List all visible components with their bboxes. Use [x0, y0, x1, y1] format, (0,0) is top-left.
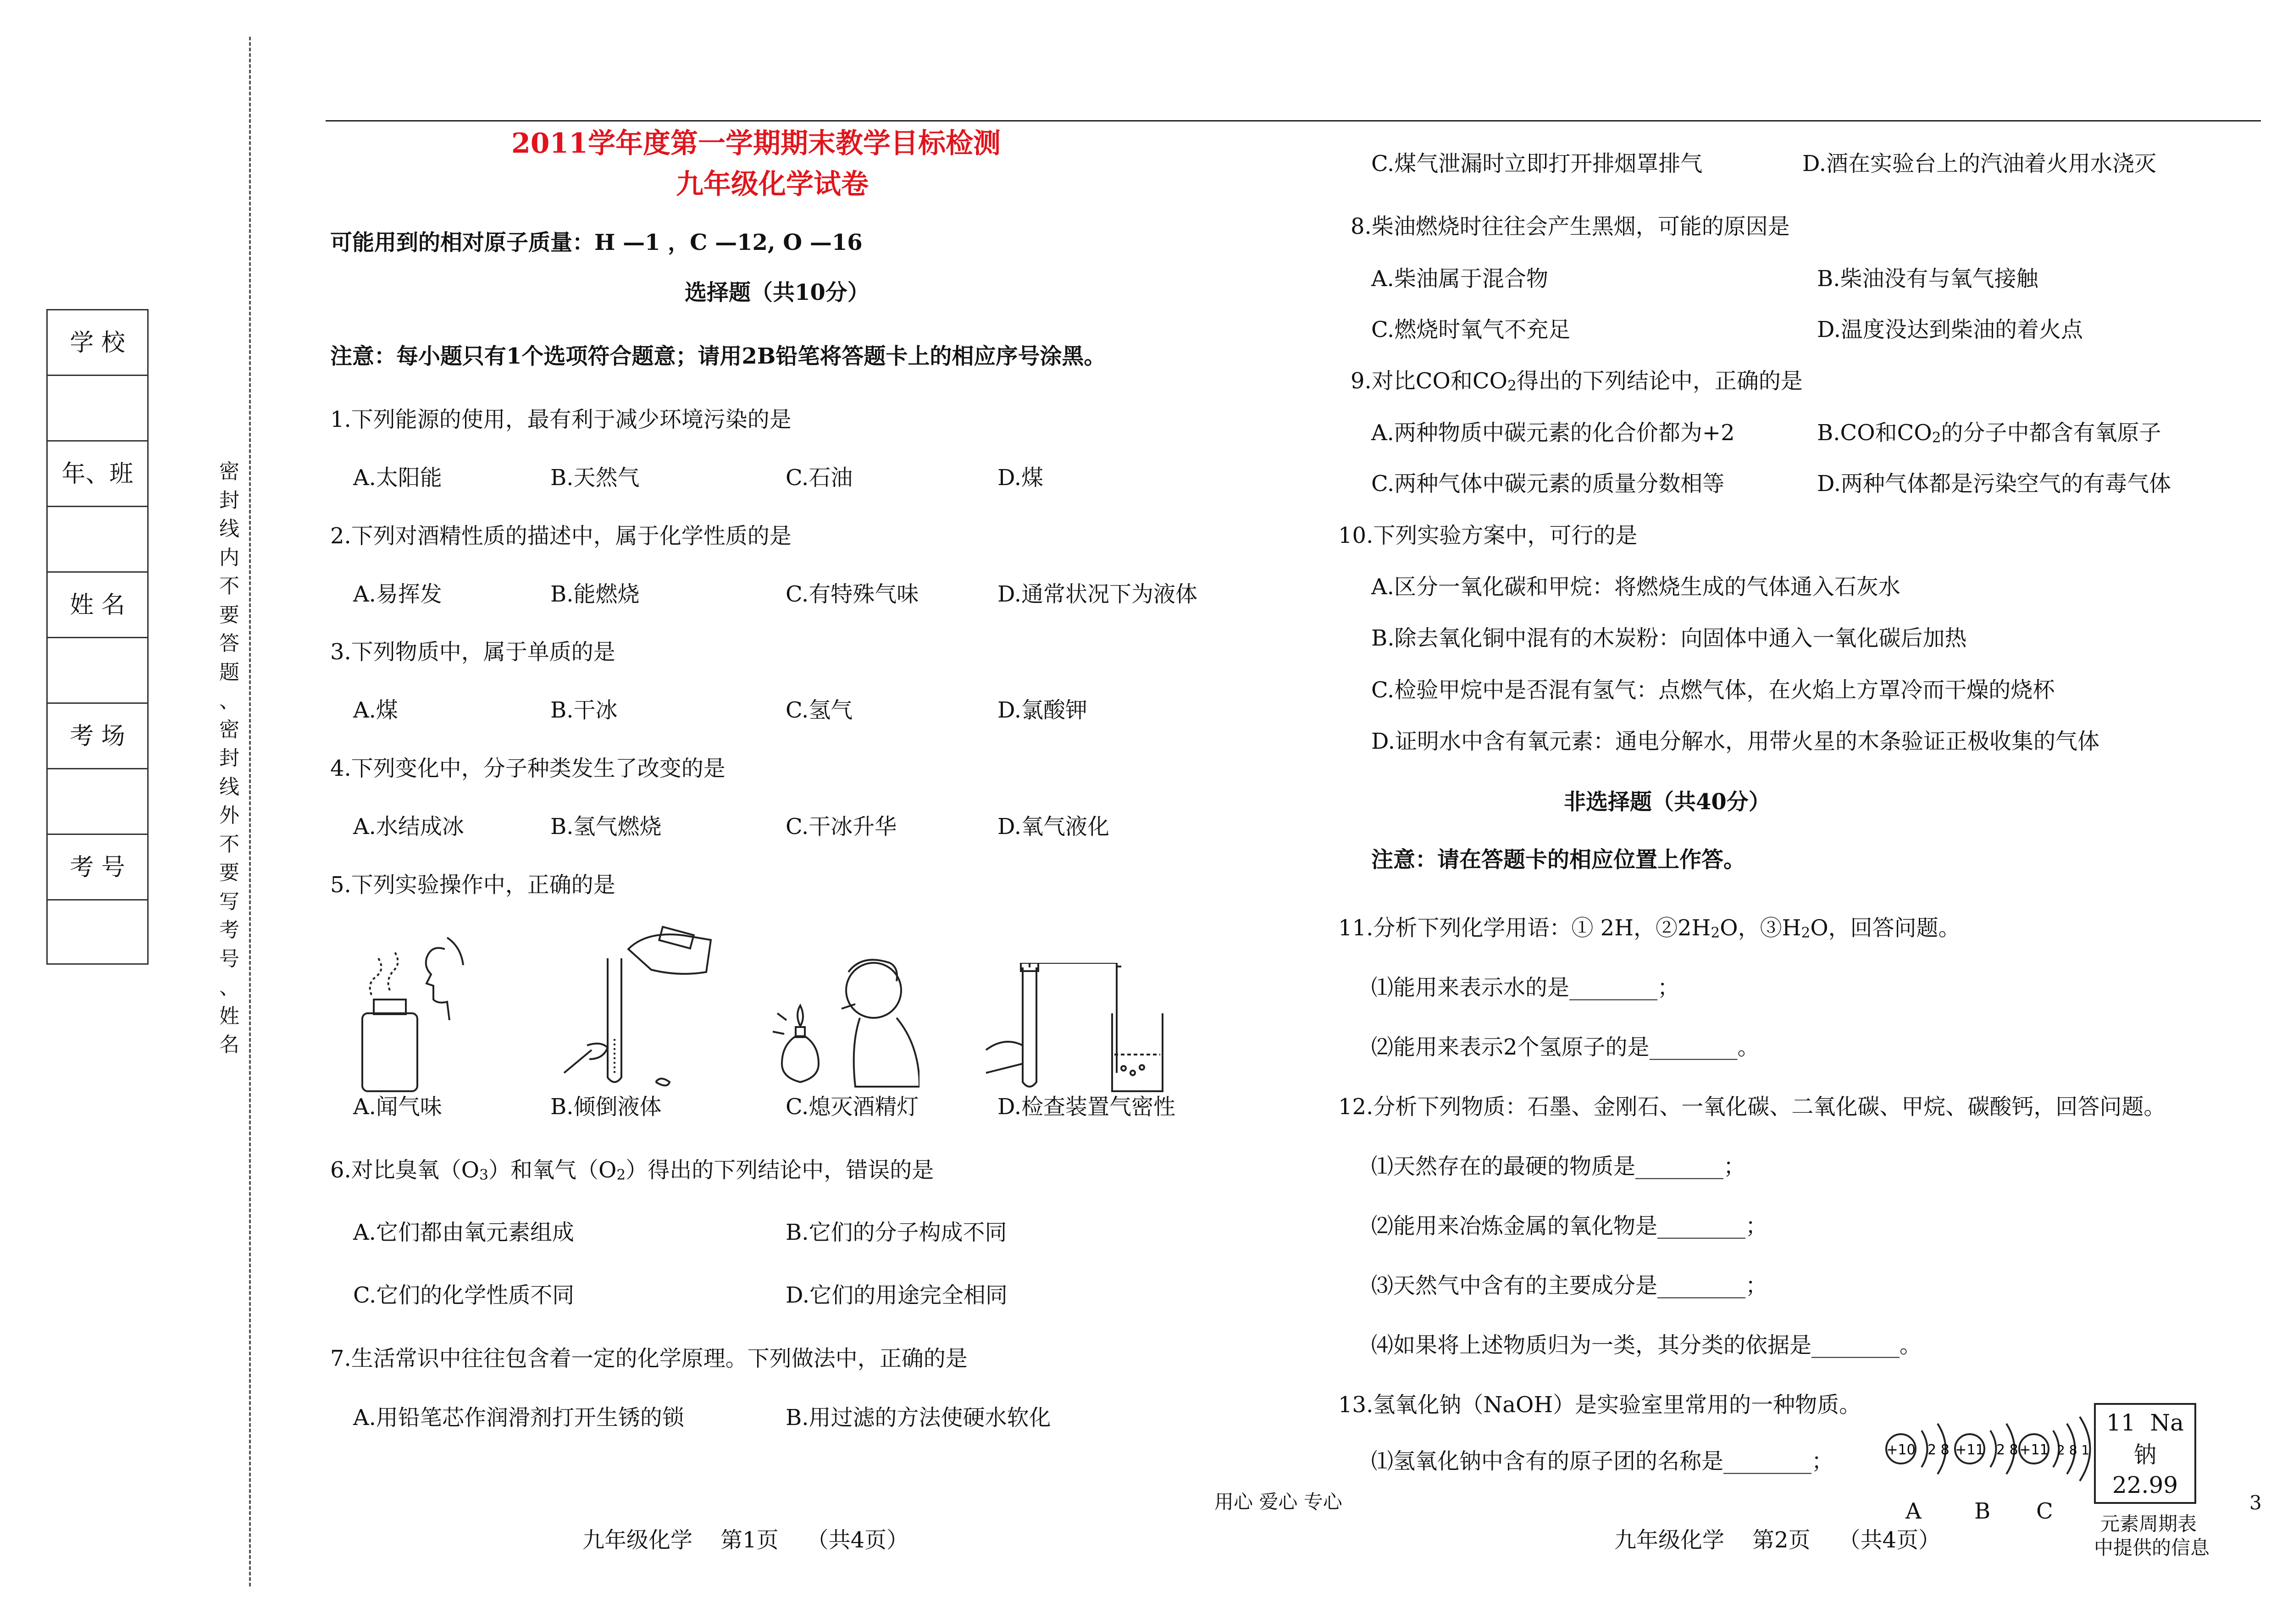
figure-smell-gas — [353, 931, 468, 1096]
seal-char: 名 — [219, 1033, 239, 1056]
q7-option-b[interactable]: B.用过滤的方法使硬水软化 — [786, 1405, 1051, 1431]
seal-char: 要 — [219, 861, 239, 884]
binding-fold-line — [249, 37, 251, 1586]
q8-option-c[interactable]: C.燃烧时氧气不充足 — [1371, 317, 1571, 342]
q5-option-d[interactable]: D.检查装置气密性 — [997, 1094, 1176, 1120]
q9-option-b[interactable]: B.CO和$CO_2$的分子中都含有氧原子 — [1817, 420, 2161, 446]
q6-option-b[interactable]: B.它们的分子构成不同 — [786, 1220, 1007, 1245]
ion-a-nucleus: +10 — [1886, 1442, 1916, 1458]
seal-notice — [216, 458, 243, 1060]
ion-label-b: B — [1974, 1498, 1991, 1524]
q8-stem: 8.柴油燃烧时往往会产生黑烟，可能的原因是 — [1351, 214, 1790, 239]
q4-option-b[interactable]: B.氢气燃烧 — [550, 814, 662, 840]
figure-pour-liquid — [559, 922, 725, 1096]
seal-char: 内 — [219, 546, 239, 569]
q3-option-d[interactable]: D.氯酸钾 — [997, 697, 1088, 723]
room-label: 考 场 — [70, 723, 125, 750]
section2-title: 非选择题（共40分） — [1564, 789, 1771, 815]
q10-option-c[interactable]: C.检验甲烷中是否混有氢气：点燃气体，在火焰上方罩冷而干燥的烧杯 — [1371, 677, 2055, 703]
seal-char: 封 — [219, 488, 239, 512]
seal-char: 不 — [219, 832, 239, 856]
q1-option-a[interactable]: A.太阳能 — [353, 465, 442, 491]
seal-char: 考 — [219, 918, 239, 942]
info-row-class-field[interactable] — [48, 507, 147, 573]
q12-sub3[interactable]: ⑶天然气中含有的主要成分是________； — [1371, 1273, 1768, 1298]
element-number-symbol: 11 Na — [2106, 1409, 2184, 1436]
q7-stem: 7.生活常识中往往包含着一定的化学原理。下列做法中，正确的是 — [330, 1346, 968, 1371]
seal-char: 、 — [219, 689, 239, 713]
figure-blow-lamp — [768, 954, 919, 1096]
exam-title-line1: 2011学年度第一学期期末教学目标检测 — [511, 127, 1001, 160]
q12-stem: 12.分析下列物质：石墨、金刚石、一氧化碳、二氧化碳、甲烷、碳酸钙，回答问题。 — [1338, 1094, 2166, 1120]
atomic-mass-note: 可能用到的相对原子质量：H —1 ，C —12, O —16 — [330, 230, 863, 255]
ion-a-shells: 2 8 — [1927, 1442, 1950, 1458]
q1-option-d[interactable]: D.煤 — [997, 465, 1044, 491]
q9-option-d[interactable]: D.两种气体都是污染空气的有毒气体 — [1817, 471, 2171, 497]
element-mass: 22.99 — [2112, 1472, 2178, 1498]
section2-note: 注意：请在答题卡的相应位置上作答。 — [1371, 847, 1746, 873]
seal-char: 不 — [219, 574, 239, 598]
q4-stem: 4.下列变化中，分子种类发生了改变的是 — [330, 756, 726, 781]
ion-diagram-c — [2011, 1410, 2094, 1488]
q4-option-a[interactable]: A.水结成冰 — [353, 814, 464, 840]
q8-option-b[interactable]: B.柴油没有与氧气接触 — [1817, 266, 2038, 292]
ion-label-c: C — [2036, 1498, 2053, 1524]
seal-char: 外 — [219, 804, 239, 827]
q5-option-b[interactable]: B.倾倒液体 — [550, 1094, 662, 1120]
q2-option-a[interactable]: A.易挥发 — [353, 581, 442, 607]
q9-stem: 9.对比CO和$CO_2$得出的下列结论中，正确的是 — [1351, 368, 1803, 394]
ion-c-shells: 2 8 1 — [2057, 1442, 2090, 1458]
q13-stem: 13.氢氧化钠（NaOH）是实验室里常用的一种物质。 — [1338, 1392, 1861, 1418]
q3-option-c[interactable]: C.氢气 — [786, 697, 853, 723]
q2-option-d[interactable]: D.通常状况下为液体 — [997, 581, 1198, 607]
q2-option-c[interactable]: C.有特殊气味 — [786, 581, 919, 607]
section1-note: 注意：每小题只有1个选项符合题意；请用2B铅笔将答题卡上的相应序号涂黑。 — [330, 343, 1106, 369]
q7-option-a[interactable]: A.用铅笔芯作润滑剂打开生锈的锁 — [353, 1405, 684, 1431]
q3-stem: 3.下列物质中，属于单质的是 — [330, 639, 615, 665]
seal-char: 封 — [219, 746, 239, 770]
ion-c-nucleus: +11 — [2019, 1442, 2049, 1458]
seal-char: 号 — [219, 947, 239, 971]
seal-char: 密 — [219, 460, 239, 483]
element-caption-2: 中提供的信息 — [2094, 1536, 2210, 1559]
info-row-room-label — [48, 704, 147, 769]
q3-option-a[interactable]: A.煤 — [353, 697, 398, 723]
info-row-number-field[interactable] — [48, 900, 147, 965]
q7-option-d[interactable]: D.酒在实验台上的汽油着火用水浇灭 — [1802, 151, 2157, 177]
q10-option-a[interactable]: A.区分一氧化碳和甲烷：将燃烧生成的气体通入石灰水 — [1371, 574, 1900, 600]
student-info-table — [46, 309, 149, 965]
q10-option-d[interactable]: D.证明水中含有氧元素：通电分解水，用带火星的木条验证正极收集的气体 — [1371, 729, 2100, 754]
q10-option-b[interactable]: B.除去氧化铜中混有的木炭粉：向固体中通入一氧化碳后加热 — [1371, 625, 1967, 651]
school-label: 学 校 — [70, 329, 125, 357]
q12-sub2[interactable]: ⑵能用来冶炼金属的氧化物是________； — [1371, 1213, 1768, 1239]
seal-char: 密 — [219, 718, 239, 741]
q7-option-c[interactable]: C.煤气泄漏时立即打开排烟罩排气 — [1371, 151, 1703, 177]
q1-option-c[interactable]: C.石油 — [786, 465, 853, 491]
q13-sub1[interactable]: ⑴氢氧化钠中含有的原子团的名称是________； — [1371, 1448, 1834, 1474]
seal-char: 、 — [219, 976, 239, 999]
info-row-school-label — [48, 310, 147, 376]
q4-option-d[interactable]: D.氧气液化 — [997, 814, 1110, 840]
seal-char: 姓 — [219, 1004, 239, 1028]
q5-option-a[interactable]: A.闻气味 — [353, 1094, 442, 1120]
q6-stem: 6.对比臭氧$(O_3)$和氧气$(O_2)$得出的下列结论中，错误的是 — [330, 1157, 934, 1183]
seal-char: 写 — [219, 889, 239, 913]
class-label: 年、班 — [61, 460, 133, 488]
seal-char: 要 — [219, 603, 239, 627]
q9-option-a[interactable]: A.两种物质中碳元素的化合价都为+2 — [1371, 420, 1735, 446]
exam-title-line2: 九年级化学试卷 — [676, 168, 869, 200]
info-row-number-label — [48, 835, 147, 900]
seal-char: 线 — [219, 775, 239, 799]
q12-sub1[interactable]: ⑴天然存在的最硬的物质是________； — [1371, 1154, 1746, 1179]
q11-sub2[interactable]: ⑵能用来表示2个氢原子的是________。 — [1371, 1034, 1760, 1060]
info-row-school-field[interactable] — [48, 376, 147, 442]
seal-char: 答 — [219, 632, 239, 655]
q8-option-a[interactable]: A.柴油属于混合物 — [1371, 266, 1548, 292]
info-row-room-field[interactable] — [48, 769, 147, 835]
seal-char: 题 — [219, 660, 239, 684]
info-row-name-field[interactable] — [48, 638, 147, 704]
q5-stem: 5.下列实验操作中，正确的是 — [330, 872, 615, 898]
name-label: 姓 名 — [70, 591, 125, 619]
q11-sub1[interactable]: ⑴能用来表示水的是________； — [1371, 975, 1680, 1000]
ion-b-shells: 2 8 — [1996, 1442, 2018, 1458]
figure-airtightness — [977, 963, 1169, 1100]
q2-option-b[interactable]: B.能燃烧 — [550, 581, 640, 607]
element-caption-1: 元素周期表 — [2100, 1513, 2197, 1535]
number-label: 考 号 — [70, 854, 125, 881]
element-name: 钠 — [2133, 1442, 2157, 1468]
q8-option-d[interactable]: D.温度没达到柴油的着火点 — [1817, 317, 2083, 342]
info-row-name-label — [48, 573, 147, 638]
q4-option-c[interactable]: C.干冰升华 — [786, 814, 897, 840]
q2-stem: 2.下列对酒精性质的描述中，属于化学性质的是 — [330, 523, 792, 549]
seal-char: 线 — [219, 517, 239, 541]
center-motto: 用心 爱心 专心 — [1214, 1491, 1342, 1513]
q12-sub4[interactable]: ⑷如果将上述物质归为一类，其分类的依据是________。 — [1371, 1332, 1922, 1358]
q1-stem: 1.下列能源的使用，最有利于减少环境污染的是 — [330, 407, 792, 432]
top-rule — [326, 120, 2261, 122]
q6-option-d[interactable]: D.它们的用途完全相同 — [786, 1282, 1008, 1308]
page-number: 3 — [2249, 1491, 2262, 1514]
q9-option-c[interactable]: C.两种气体中碳元素的质量分数相等 — [1371, 471, 1725, 497]
ion-b-nucleus: +11 — [1955, 1442, 1984, 1458]
q11-stem: 11.分析下列化学用语：① 2H，$②2H_2O$，$③H_2O$，回答问题。 — [1338, 915, 1961, 941]
footer-right-page: 九年级化学 第2页 （共4页） — [1614, 1527, 1941, 1553]
section1-title: 选择题（共10分） — [685, 280, 870, 305]
ion-label-a: A — [1905, 1498, 1922, 1524]
q6-option-a[interactable]: A.它们都由氧元素组成 — [353, 1220, 574, 1245]
info-row-class-label — [48, 442, 147, 507]
q10-stem: 10.下列实验方案中，可行的是 — [1338, 523, 1638, 548]
q3-option-b[interactable]: B.干冰 — [550, 697, 618, 723]
q6-option-c[interactable]: C.它们的化学性质不同 — [353, 1282, 575, 1308]
element-card — [2094, 1403, 2196, 1504]
footer-left-page: 九年级化学 第1页 （共4页） — [582, 1527, 909, 1553]
q5-option-c[interactable]: C.熄灭酒精灯 — [786, 1094, 919, 1120]
q1-option-b[interactable]: B.天然气 — [550, 465, 640, 491]
